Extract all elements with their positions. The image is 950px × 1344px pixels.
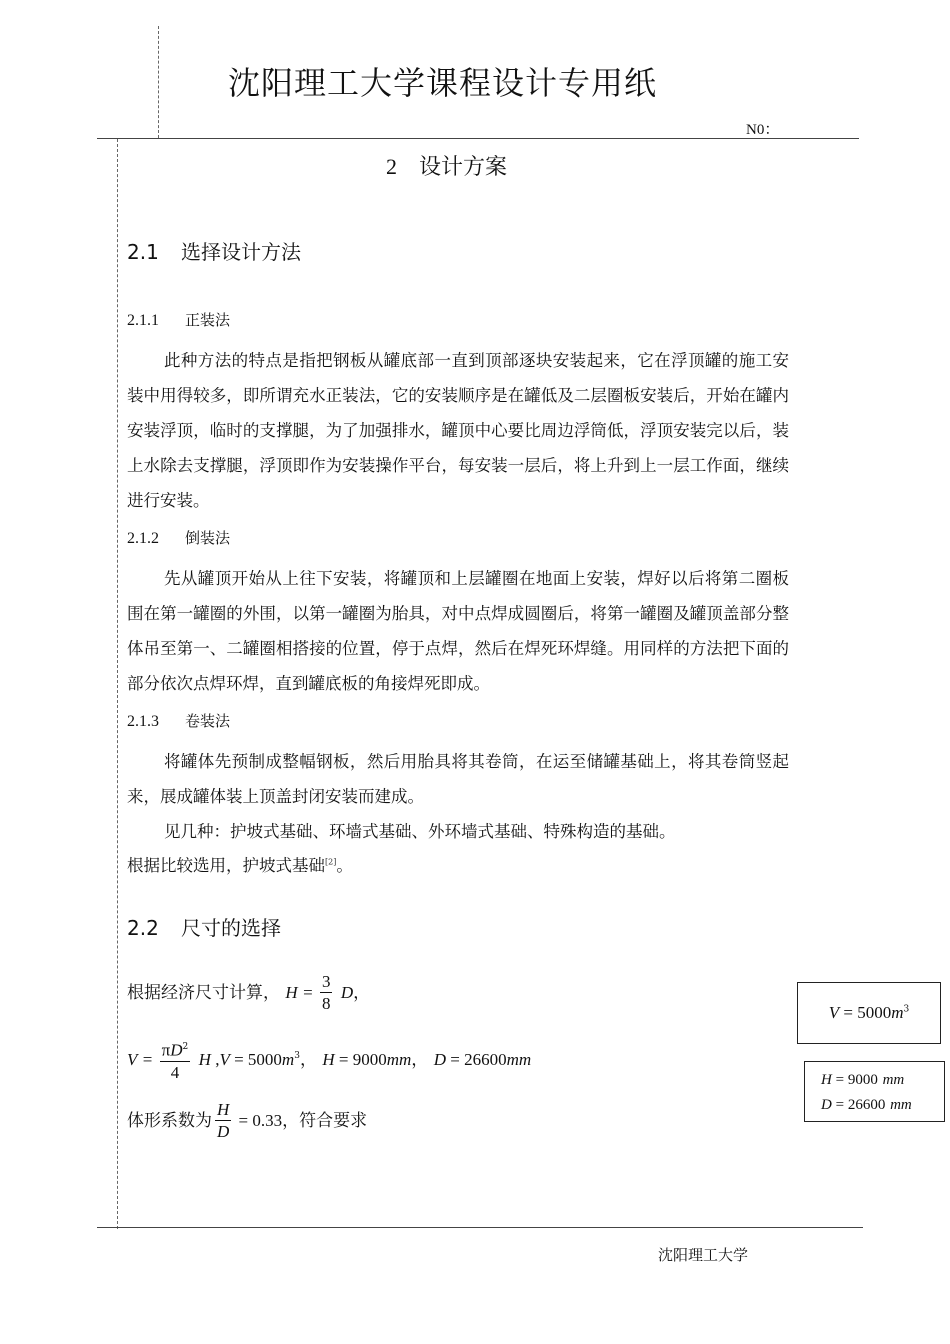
subsection-title: 正装法 — [185, 311, 231, 329]
box1-exp: 3 — [903, 1004, 910, 1015]
shape-numerator: H — [217, 1100, 230, 1119]
eq2-d-var: D — [433, 1049, 446, 1069]
equation-economic-size: 根据经济尺寸计算， H = $\frac{3}{8}$ D， — [127, 972, 371, 1013]
section-number: 2.2 — [127, 916, 159, 940]
side-note-volume: $V = 5000m^3$ — [797, 982, 941, 1044]
shape-suffix: ，符合要求 — [282, 1111, 368, 1131]
eq2-h-unit: mm — [386, 1049, 412, 1069]
page-number-label: N0： — [746, 122, 780, 138]
pi-symbol: π — [161, 1040, 171, 1060]
box2-d-unit: mm — [890, 1096, 912, 1113]
page-header-title: 沈阳理工大学课程设计专用纸 — [228, 64, 658, 102]
eq2-d-unit: mm — [506, 1049, 532, 1069]
chapter-title: 设计方案 — [419, 155, 508, 180]
eq1-numerator: 3 — [321, 972, 331, 991]
equation-shape-coefficient: 体形系数为 $\frac{H}{D}$ = 0.33，符合要求 — [127, 1100, 368, 1141]
eq1-tail: ， — [353, 983, 371, 1003]
subsection-heading-2-1-2 — [127, 527, 230, 548]
eq1-denominator: 8 — [321, 994, 331, 1013]
subsection-title: 倒装法 — [185, 529, 231, 547]
binding-margin-line — [117, 139, 118, 1229]
footer-rule — [97, 1227, 863, 1228]
page-footer-text: 沈阳理工大学 — [658, 1246, 749, 1264]
citation-ref: [2] — [325, 857, 337, 867]
section-title: 尺寸的选择 — [181, 916, 281, 940]
chapter-heading — [386, 150, 507, 181]
shape-fraction — [215, 1100, 231, 1143]
subsection-title: 卷装法 — [185, 712, 231, 730]
eq2-v-exp: 3 — [294, 1051, 300, 1062]
shape-prefix: 体形系数为 — [127, 1111, 212, 1131]
shape-denominator: D — [217, 1122, 230, 1141]
box2-line1: H = 9000 mm — [821, 1071, 905, 1088]
eq2-num-exp: 2 — [182, 1042, 189, 1052]
box2-h-val: 9000 — [847, 1071, 878, 1088]
box1-unit: m — [891, 1003, 904, 1022]
subsection-number: 2.1.1 — [127, 312, 159, 329]
choice-text: 根据比较选用，护坡式基础 — [127, 856, 325, 875]
section-title: 选择设计方法 — [181, 240, 301, 264]
shape-value: 0.33 — [252, 1111, 283, 1130]
subsection-heading-2-1-1 — [127, 309, 230, 330]
section-heading-2-1 — [127, 236, 301, 265]
choice-end: 。 — [336, 856, 353, 875]
eq2-d-val: 26600 — [464, 1049, 507, 1069]
eq2-h-var: H — [322, 1049, 335, 1069]
eq1-fraction — [320, 972, 333, 1015]
paragraph-zhengzhuang: 此种方法的特点是指把钢板从罐底部一直到顶部逐块安装起来，它在浮顶罐的施工安装中用得较多，即所谓充水正装法，它的安装顺序是在罐低及二层圈板安装后，开始在罐内安装浮顶，临时的支撑腿，为了加强排水，罐顶中心要比周边浮筒低，浮顶安装完以后，装上水除去支撑腿，浮顶即作为安装操作平台，每安装一层后，将上升到上一层工作面，继续进行安装。 — [127, 351, 789, 510]
eq2-v-var: V — [219, 1049, 230, 1069]
paragraph-juanzhuang: 将罐体先预制成整幅钢板，然后用胎具将其卷筒，在运至储罐基础上，将其卷筒竖起来，展成罐体装上顶盖封闭安装而建成。 — [127, 752, 789, 806]
paragraph-foundation-types: 见几种：护坡式基础、环墙式基础、外环墙式基础、特殊构造的基础。 — [164, 822, 676, 841]
eq2-h-val: 9000 — [352, 1049, 387, 1069]
box2-h-var: H — [821, 1071, 832, 1088]
subsection-number: 2.1.3 — [127, 713, 159, 730]
equation-volume: V = $\frac{\pi D^2}{4}$ H $,V = 5000m^3$， H = 9000mm， D = 26600mm — [127, 1037, 531, 1084]
section-number: 2.1 — [127, 240, 159, 264]
paragraph-daozhuang: 先从罐顶开始从上往下安装，将罐顶和上层罐圈在地面上安装，焊好以后将第二圈板围在第一罐圈的外围，以第一罐圈为胎具，对中点焊成圆圈后，将第一罐圈及罐顶盖部分整体吊至第一、二罐圈相搭接的位置，停于点焊，然后在焊死环焊缝。用同样的方法把下面的部分依次点焊环焊，直到罐底板的角接焊死即成。 — [127, 569, 789, 693]
eq1-lhs: H — [285, 983, 298, 1002]
section-heading-2-2 — [127, 912, 281, 941]
eq1-rhs: D — [340, 983, 354, 1002]
box2-d-val: 26600 — [847, 1096, 886, 1113]
subsection-number: 2.1.2 — [127, 530, 159, 547]
eq2-denominator: 4 — [170, 1062, 180, 1082]
header-rule — [97, 138, 859, 139]
box2-line2: D = 26600 mm — [821, 1096, 912, 1113]
paragraph-foundation-choice — [127, 852, 353, 876]
chapter-number: 2 — [386, 154, 397, 179]
subsection-heading-2-1-3 — [127, 710, 230, 731]
box1-val: 5000 — [857, 1003, 892, 1022]
calc-intro: 根据经济尺寸计算， — [127, 983, 280, 1003]
box2-h-unit: mm — [882, 1071, 905, 1088]
eq2-num-var: D — [170, 1040, 183, 1060]
binding-margin-line-top — [158, 26, 159, 138]
eq2-after: H — [198, 1049, 211, 1069]
side-note-dimensions — [804, 1061, 945, 1122]
eq2-v-val: 5000 — [247, 1049, 282, 1069]
eq2-fraction — [160, 1037, 191, 1084]
box2-d-var: D — [821, 1096, 832, 1113]
eq2-v-unit: m — [281, 1049, 295, 1069]
eq2-lhs: V — [127, 1049, 138, 1069]
box1-var: V — [828, 1003, 840, 1022]
